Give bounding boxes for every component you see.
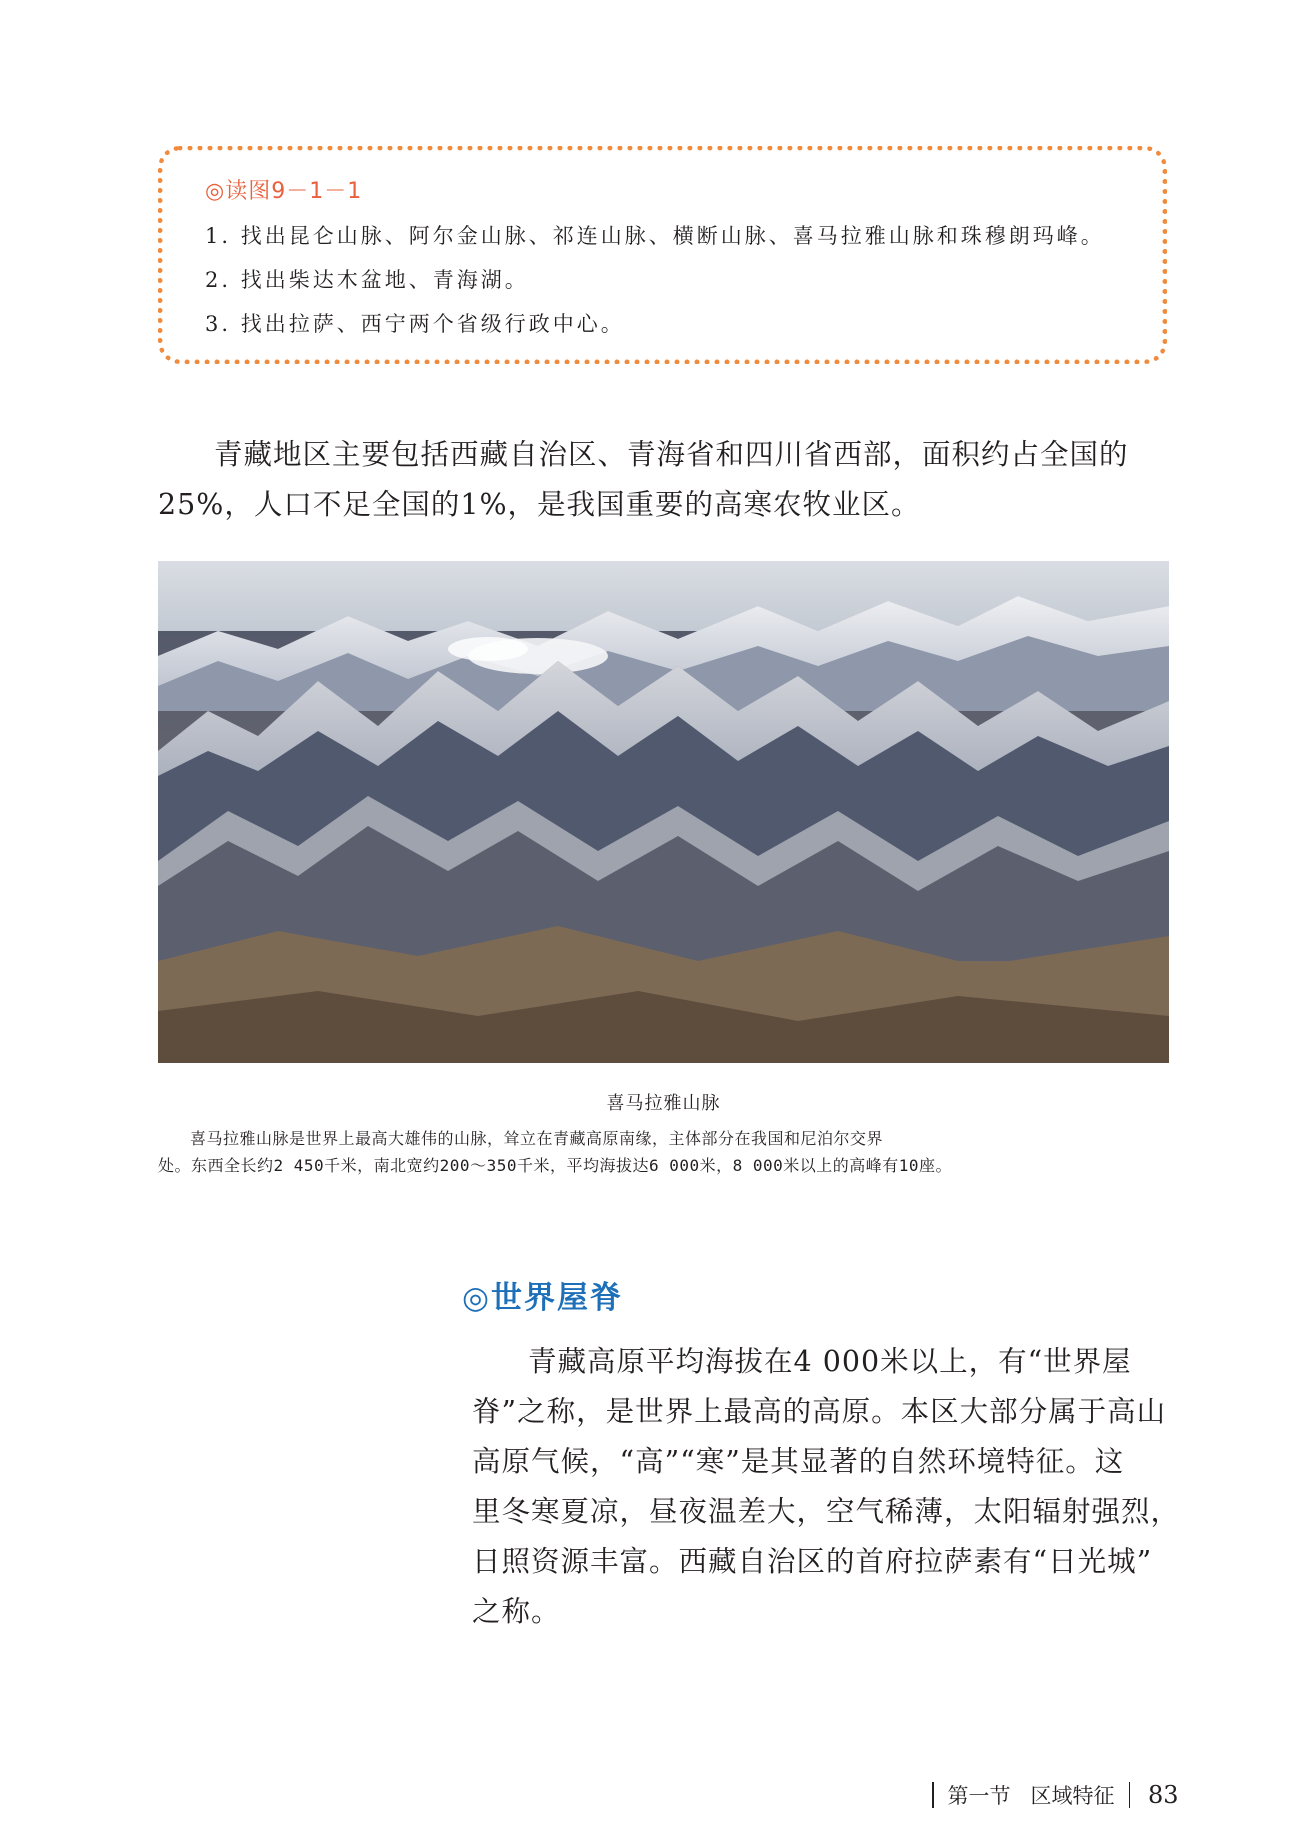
page-number: 83	[1148, 1781, 1179, 1809]
figure-caption-line-1: 喜马拉雅山脉是世界上最高大雄伟的山脉，耸立在青藏高原南缘，主体部分在我国和尼泊尔交界	[190, 1129, 884, 1148]
section-line-6: 之称。	[472, 1595, 561, 1628]
reading-task-title: ◎读图9－1－1	[205, 179, 363, 204]
reading-task-item-3: 3. 找出拉萨、西宁两个省级行政中心。	[205, 312, 625, 336]
footer-section-label: 第一节	[947, 1784, 1011, 1808]
intro-line-2: 25%，人口不足全国的1%，是我国重要的高寒农牧业区。	[158, 488, 921, 521]
footer-divider	[1129, 1782, 1131, 1808]
section-line-2: 脊”之称，是世界上最高的高原。本区大部分属于高山	[472, 1395, 1167, 1428]
intro-paragraph	[158, 430, 1170, 530]
footer-topic-label: 区域特征	[1030, 1784, 1115, 1808]
intro-line-1: 青藏地区主要包括西藏自治区、青海省和四川省西部，面积约占全国的	[214, 438, 1129, 471]
section-heading: ◎世界屋脊	[462, 1280, 624, 1316]
section-line-1: 青藏高原平均海拔在4 000米以上，有“世界屋	[528, 1345, 1132, 1378]
section-line-5: 日照资源丰富。西藏自治区的首府拉萨素有“日光城”	[472, 1545, 1153, 1578]
section-paragraph	[472, 1337, 1181, 1637]
reading-task-item-2: 2. 找出柴达木盆地、青海湖。	[205, 268, 529, 292]
figure-caption-line-2: 处。东西全长约2 450千米，南北宽约200～350千米，平均海拔达6 000米，8 000米以上的高峰有10座。	[158, 1156, 953, 1175]
reading-task-item-1: 1. 找出昆仑山脉、阿尔金山脉、祁连山脉、横断山脉、喜马拉雅山脉和珠穆朗玛峰。	[205, 224, 1105, 248]
section-line-4: 里冬寒夏凉，昼夜温差大，空气稀薄，太阳辐射强烈，	[472, 1495, 1181, 1528]
figure-caption	[158, 1125, 1169, 1179]
figure-title: 喜马拉雅山脉	[606, 1093, 721, 1114]
himalaya-photo	[158, 561, 1169, 1063]
page-footer	[918, 1780, 1179, 1810]
section-line-3: 高原气候，“高”“寒”是其显著的自然环境特征。这	[472, 1445, 1125, 1478]
footer-divider	[932, 1782, 934, 1808]
